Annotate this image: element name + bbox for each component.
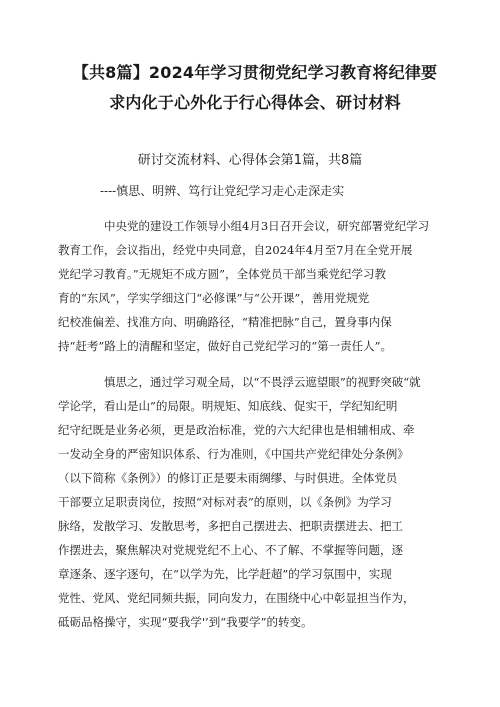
document-title bbox=[60, 58, 450, 118]
paragraph-line: 脉络，发散学习、发散思考，多把自己摆进去、把职责摆进去、把工 bbox=[58, 519, 403, 533]
paragraph-line: 章逐条、逐字逐句，在“以学为先，比学赶超”的学习氛围中，实现 bbox=[58, 567, 392, 581]
paragraph-line: （以下简称《条例》）的修订正是要未雨绸缪、与时俱进。全体党员 bbox=[58, 471, 398, 485]
body-paragraph bbox=[58, 214, 450, 358]
paragraph-line: 教育工作，会议指出，经党中央同意，自2024年4月至7月在全党开展 bbox=[58, 243, 413, 257]
paragraph-line: 学论学，看山是山”的局限。明规矩、知底线、促实干，学纪知纪明 bbox=[58, 399, 398, 413]
paragraph-line: 育的“东风”，学实学细这门“必修课”与“公开课”，善用党规党 bbox=[58, 291, 370, 305]
paragraph-line: 慎思之，通过学习观全局，以“不畏浮云遮望眼”的视野突破“就 bbox=[104, 375, 421, 389]
paragraph-line: 中央党的建设工作领导小组4月3日召开会议，研究部署党纪学习 bbox=[104, 219, 430, 233]
title-line: 求内化于心外化于行心得体会、研讨材料 bbox=[109, 93, 401, 112]
section-subtitle: 研讨交流材料、心得体会第1篇，共8篇 bbox=[137, 153, 363, 168]
paragraph-line: 一发动全身的严密知识体系、行为准则，《中国共产党纪律处分条例》 bbox=[58, 447, 409, 461]
title-line: 【共8篇】2024年学习贯彻党纪学习教育将纪律要 bbox=[72, 63, 438, 82]
paragraph-line: 持“赶考”路上的清醒和坚定，做好自己党纪学习的“第一责任人”。 bbox=[58, 339, 393, 353]
paragraph-line: 砥砺品格操守，实现“要我学'’到“我要学”的转变。 bbox=[58, 615, 313, 629]
paragraph-line: 纪校准偏差、找准方向、明确路径，“精准把脉”自己，置身事内保 bbox=[58, 315, 392, 329]
section-tagline: ----慎思、明辨、笃行让党纪学习走心走深走实 bbox=[100, 184, 345, 198]
paragraph-line: 作摆进去，聚焦解决对党规党纪不上心、不了解、不掌握等问题，逐 bbox=[58, 543, 403, 557]
paragraph-line: 干部要立足职责岗位，按照“对标对表”的原则，以《条例》为学习 bbox=[58, 495, 392, 509]
body-paragraph bbox=[58, 370, 450, 634]
paragraph-line: 党纪学习教育。”无规矩不成方圆”，全体党员干部当乘党纪学习教 bbox=[58, 267, 387, 281]
paragraph-line: 纪守纪既是业务必须，更是政治标准，党的六大纪律也是相辅相成、牵 bbox=[58, 423, 415, 437]
paragraph-line: 党性、党风、党纪同频共振，同向发力，在围绕中心中彰显担当作为， bbox=[58, 591, 415, 605]
